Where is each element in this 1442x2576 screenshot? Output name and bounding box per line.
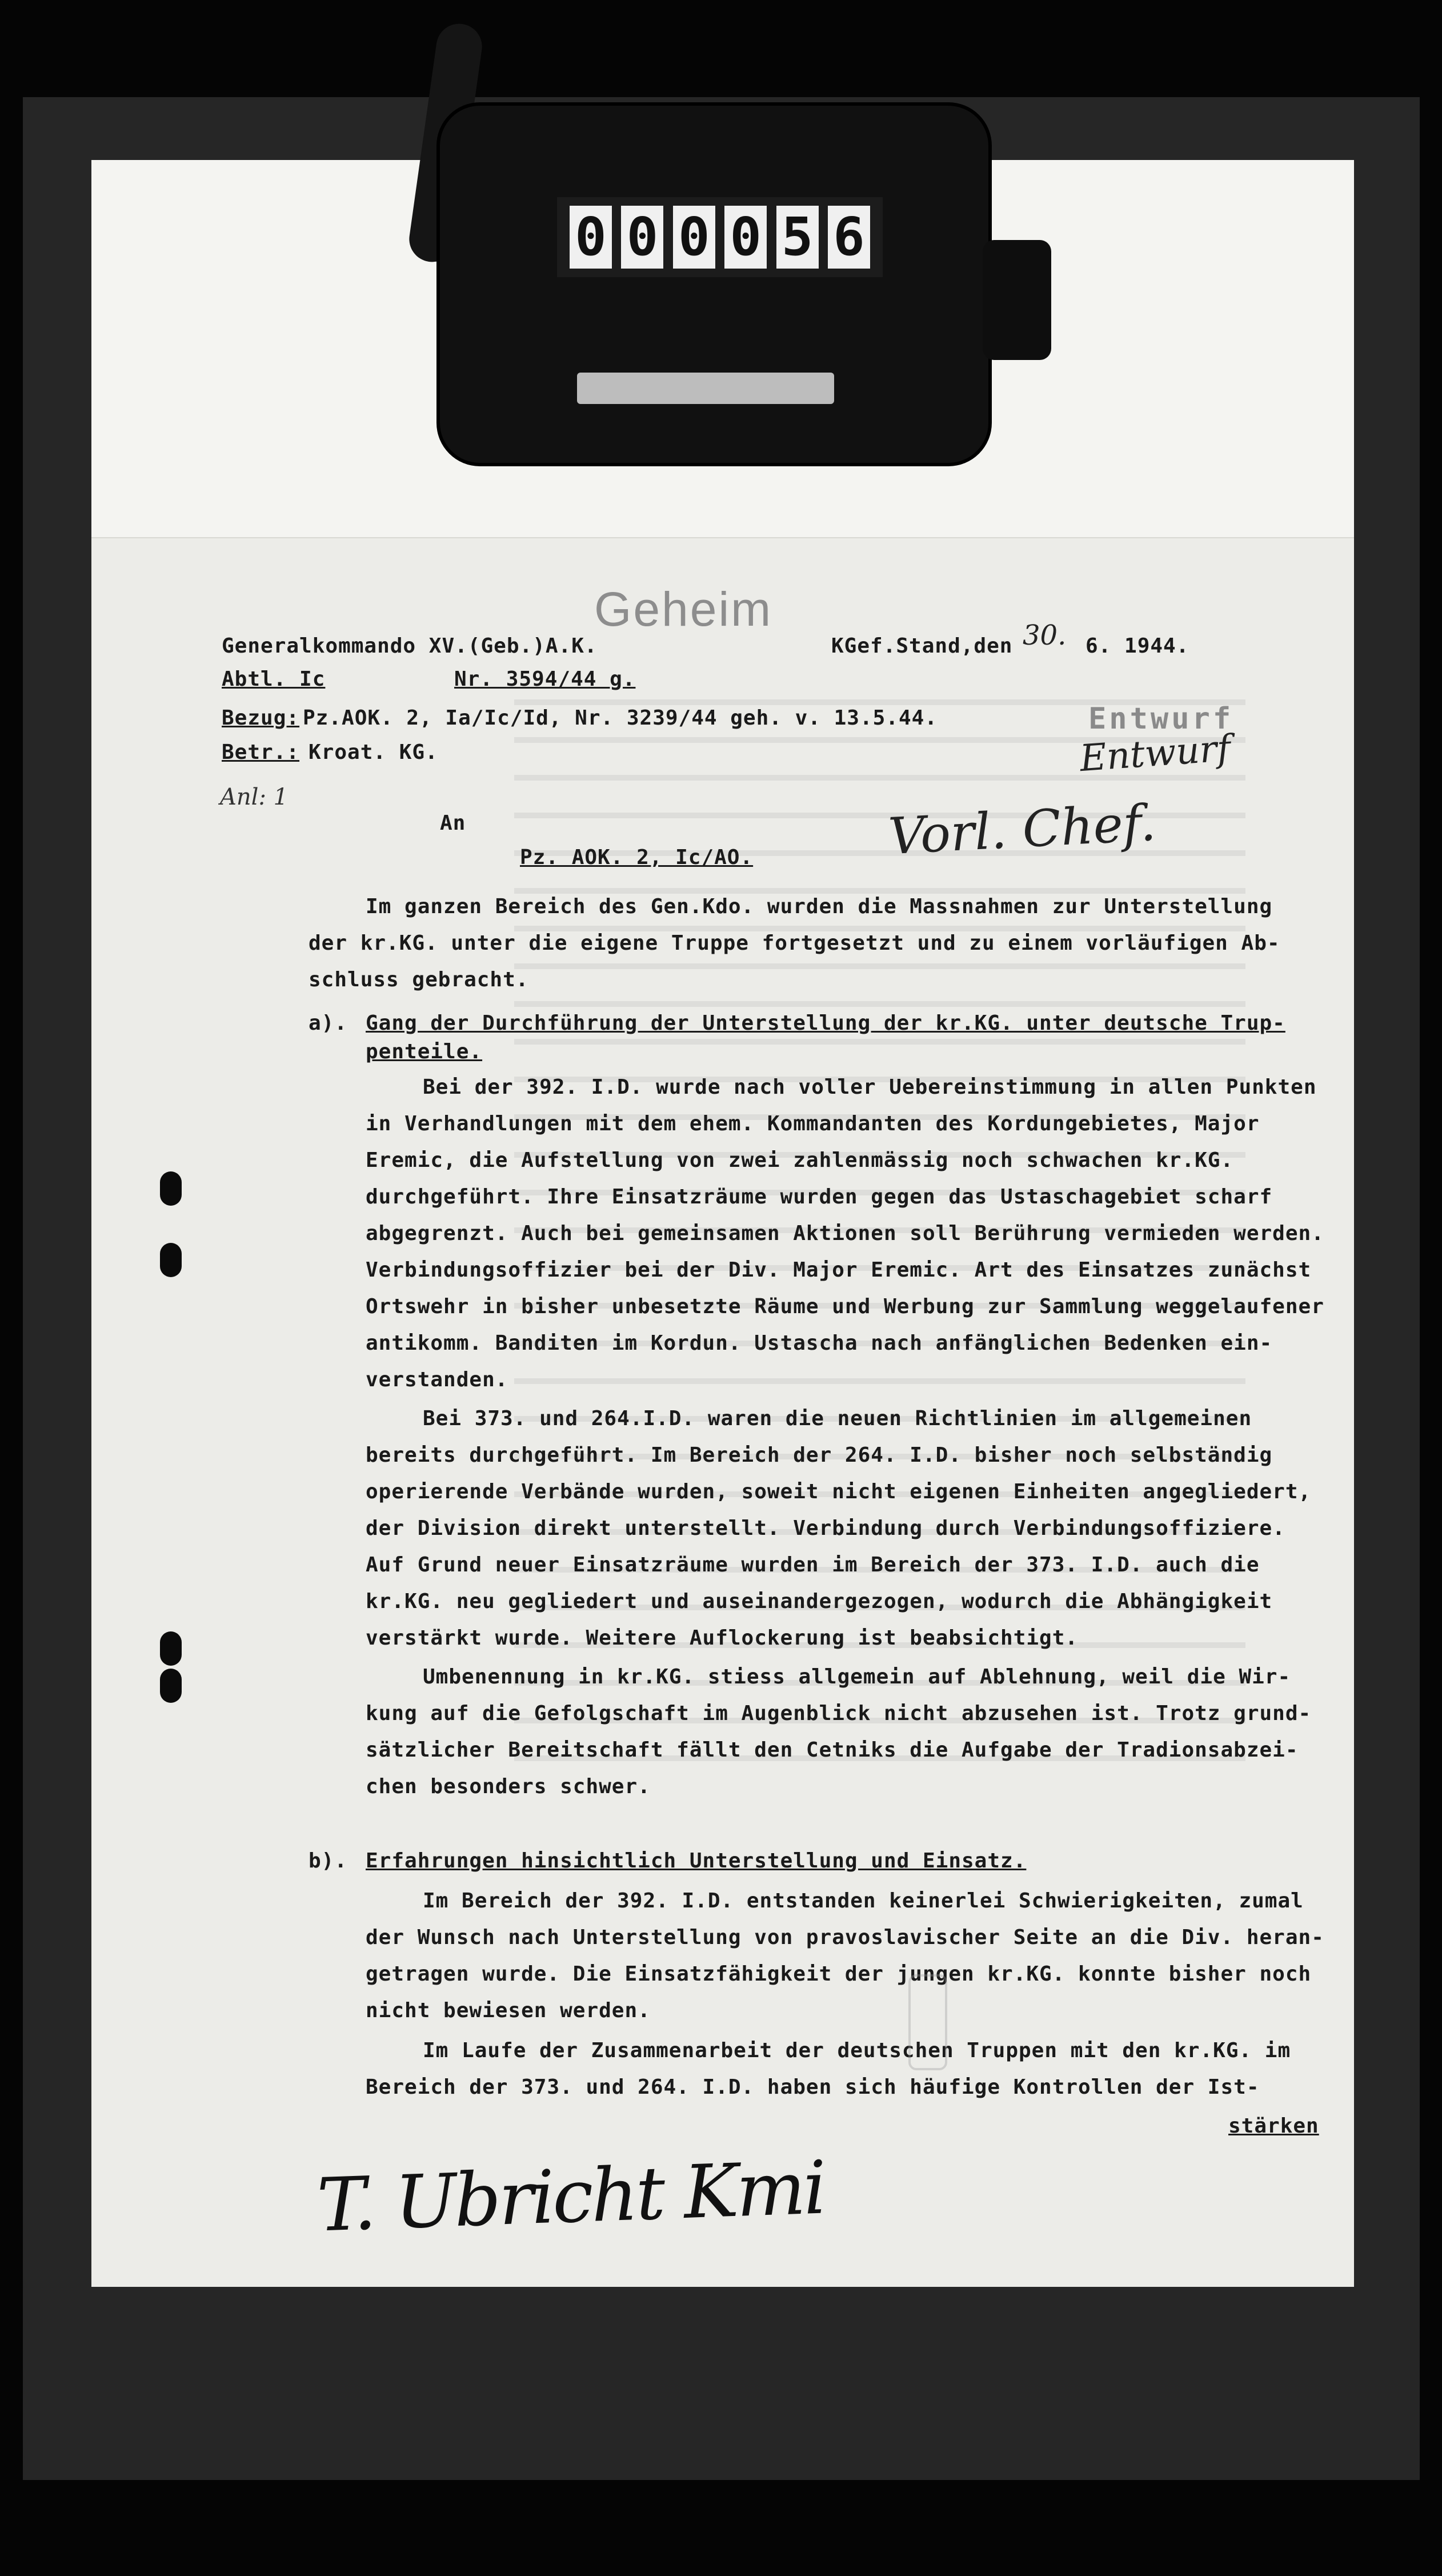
section-a-line: bereits durchgeführt. Im Bereich der 264. I.D. bisher noch selbständig <box>366 1443 1273 1467</box>
section-a-line: Bei der 392. I.D. wurde nach voller Uebereinstimmung in allen Punkten <box>423 1075 1317 1099</box>
header-place: KGef.Stand,den <box>831 634 1013 658</box>
section-a-line: Verbindungsoffizier bei der Div. Major Eremic. Art des Einsatzes zunächst <box>366 1258 1312 1282</box>
counter-digit: 0 <box>724 206 767 269</box>
section-b-line: nicht bewiesen werden. <box>366 1999 651 2022</box>
section-b-line: der Wunsch nach Unterstellung von pravoslavischer Seite an die Div. heran- <box>366 1926 1324 1949</box>
section-a-marker: a). <box>309 1011 348 1035</box>
section-a-line: verstanden. <box>366 1368 508 1391</box>
header-date: 6. 1944. <box>1085 634 1189 658</box>
section-b-heading: Erfahrungen hinsichtlich Unterstellung und Einsatz. <box>366 1849 1027 1873</box>
section-b-line: Bereich der 373. und 264. I.D. haben sich häufige Kontrollen der Ist- <box>366 2075 1260 2099</box>
header-subject-label: Betr.: <box>222 741 300 764</box>
counter-digit: 0 <box>621 206 663 269</box>
handwritten-signature: T. Ubricht Kmi <box>315 2145 826 2249</box>
section-b-line: getragen wurde. Die Einsatzfähigkeit der jungen kr.KG. konnte bisher noch <box>366 1962 1312 1986</box>
section-a-line: verstärkt wurde. Weitere Auflockerung ist beabsichtigt. <box>366 1626 1079 1650</box>
entwurf-stamp: Entwurf <box>1088 702 1234 736</box>
body-line: Im ganzen Bereich des Gen.Kdo. wurden die Massnahmen zur Unterstellung <box>366 895 1273 918</box>
recipient-an: An <box>440 811 466 835</box>
counter-digit: 0 <box>570 206 612 269</box>
recipient-address: Pz. AOK. 2, Ic/AO. <box>520 846 754 869</box>
section-a-line: sätzlicher Bereitschaft fällt den Cetniks die Aufgabe der Tradionsabzei- <box>366 1738 1299 1762</box>
handwritten-entwurf: Entwurf <box>1078 727 1232 781</box>
section-b-marker: b). <box>309 1849 348 1873</box>
section-a-line: kung auf die Gefolgschaft im Augenblick nicht abzusehen ist. Trotz grund- <box>366 1702 1312 1725</box>
section-a-line: Bei 373. und 264.I.D. waren die neuen Richtlinien im allgemeinen <box>423 1407 1252 1430</box>
handwritten-attachment-note: Anl: 1 <box>220 784 289 810</box>
header-command: Generalkommando XV.(Geb.)A.K. <box>222 634 598 658</box>
body-line: der kr.KG. unter die eigene Truppe fortgesetzt und zu einem vorläufigen Ab- <box>309 931 1280 955</box>
handwritten-initials: Vorl. Chef. <box>887 793 1157 866</box>
section-a-line: chen besonders schwer. <box>366 1775 651 1798</box>
catchword: stärken <box>1228 2114 1319 2138</box>
section-a-line: operierende Verbände wurden, soweit nicht eigenen Einheiten angegliedert, <box>366 1480 1312 1503</box>
handwritten-day: 30. <box>1023 619 1067 651</box>
section-a-line: durchgeführt. Ihre Einsatzräume wurden gegen das Ustaschagebiet scharf <box>366 1185 1273 1209</box>
section-a-line: kr.KG. neu gegliedert und auseinandergezogen, wodurch die Abhängigkeit <box>366 1590 1273 1613</box>
section-b-line: Im Bereich der 392. I.D. entstanden keinerlei Schwierigkeiten, zumal <box>423 1889 1304 1913</box>
header-reference: Pz.AOK. 2, Ia/Ic/Id, Nr. 3239/44 geh. v. 13.5.44. <box>303 706 938 730</box>
section-a-line: Auf Grund neuer Einsatzräume wurden im Bereich der 373. I.D. auch die <box>366 1553 1260 1577</box>
header-subject: Kroat. KG. <box>309 741 438 764</box>
counter-digit: 5 <box>776 206 819 269</box>
faint-pencil-mark <box>908 1974 947 2070</box>
section-a-line: in Verhandlungen mit dem ehem. Kommandanten des Kordungebietes, Major <box>366 1112 1260 1135</box>
counter-digit: 6 <box>828 206 870 269</box>
section-a-line: der Division direkt unterstellt. Verbindung durch Verbindungsoffiziere. <box>366 1517 1285 1540</box>
body-line: schluss gebracht. <box>309 968 529 991</box>
geheim-stamp: Geheim <box>594 582 773 636</box>
header-reference-label: Bezug: <box>222 706 300 730</box>
section-a-line: antikomm. Banditen im Kordun. Ustascha nach anfänglichen Bedenken ein- <box>366 1331 1273 1355</box>
section-a-heading: penteile. <box>366 1040 483 1063</box>
header-department: Abtl. Ic <box>222 667 326 691</box>
section-a-line: Eremic, die Aufstellung von zwei zahlenmässig noch schwachen kr.KG. <box>366 1149 1234 1172</box>
section-a-line: Ortswehr in bisher unbesetzte Räume und Werbung zur Sammlung weggelaufener <box>366 1295 1324 1318</box>
section-a-line: abgegrenzt. Auch bei gemeinsamen Aktionen soll Berührung vermieden werden. <box>366 1222 1324 1245</box>
section-a-line: Umbenennung in kr.KG. stiess allgemein auf Ablehnung, weil die Wir- <box>423 1665 1291 1689</box>
section-b-line: Im Laufe der Zusammenarbeit der deutschen Truppen mit den kr.KG. im <box>423 2039 1291 2062</box>
header-number: Nr. 3594/44 g. <box>454 667 636 691</box>
counter-digit: 0 <box>673 206 715 269</box>
section-a-heading: Gang der Durchführung der Unterstellung der kr.KG. unter deutsche Trup- <box>366 1011 1285 1035</box>
